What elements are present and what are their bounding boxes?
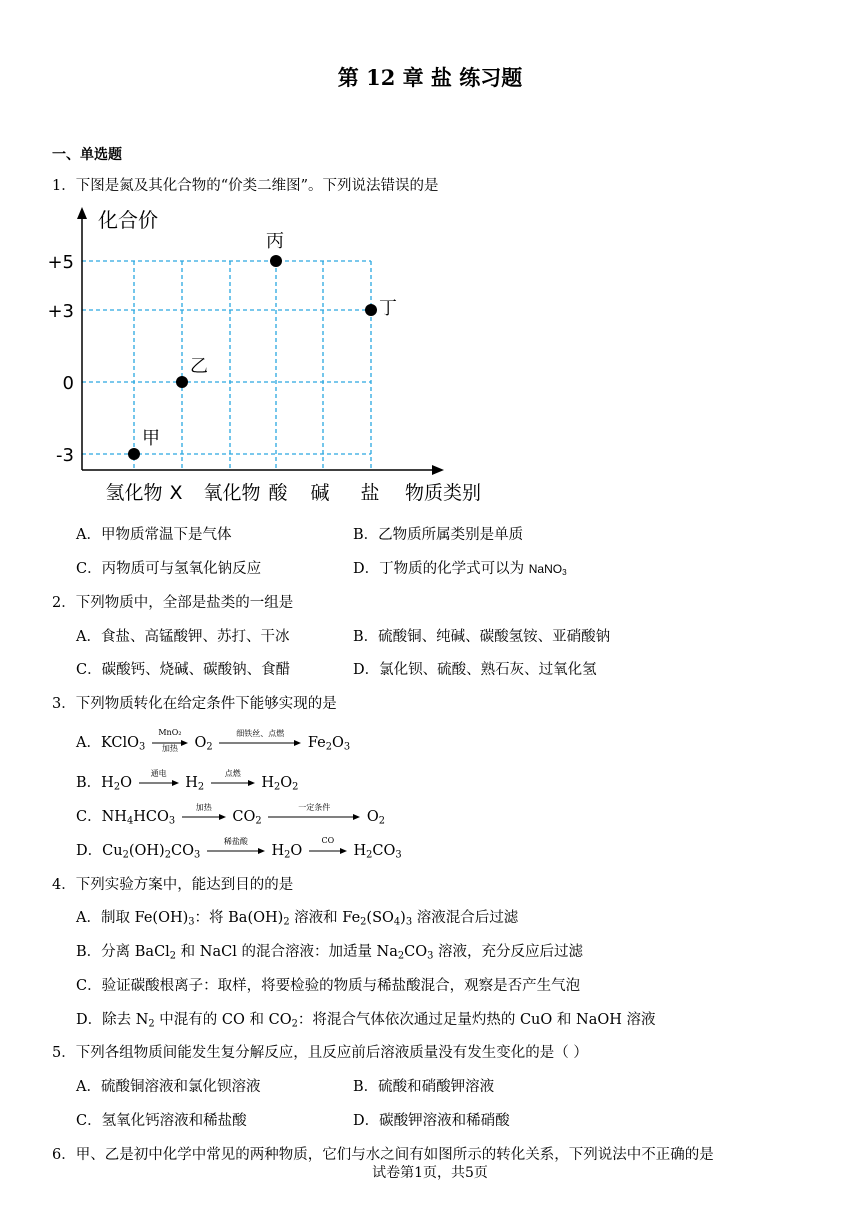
x-tick-label: 酸 [268, 482, 288, 504]
q5-option-b[interactable]: B．硫酸和硝酸钾溶液 [353, 1079, 495, 1095]
question-1-stem: 1．下图是氮及其化合物的“价类二维图”。下列说法错误的是 [52, 178, 439, 194]
q5-option-a[interactable]: A．硫酸铜溶液和氯化钡溶液 [76, 1079, 261, 1095]
chart-axes [77, 207, 444, 475]
reaction-arrow: 稀盐酸 [207, 847, 265, 855]
q2-option-d[interactable]: D．氯化钡、硫酸、熟石灰、过氧化氢 [353, 662, 597, 678]
point-label: 甲 [142, 428, 160, 449]
question-6-stem: 6．甲、乙是初中化学中常见的两种物质，它们与水之间有如图所示的转化关系，下列说法中不正确的是 [52, 1147, 714, 1163]
q4-option-b[interactable]: B．分离 BaCl$_2$ 和 NaCl 的混合溶液：加适量 $Na_2CO_3$ 溶液，充分反应后过滤 [76, 944, 584, 962]
x-tick-label: 氢化物 [105, 482, 163, 504]
q1-option-d-text: D．丁物质的化学式可以为 [353, 561, 529, 577]
q1-option-b[interactable]: B．乙物质所属类别是单质 [353, 527, 524, 543]
x-tick-label: 盐 [360, 482, 380, 504]
question-4-stem: 4．下列实验方案中，能达到目的的是 [52, 877, 294, 893]
q2-option-a[interactable]: A．食盐、高锰酸钾、苏打、干冰 [76, 629, 290, 645]
y-axis-arrow [77, 207, 87, 219]
q3-option-b[interactable]: B．$H_2O$ 通电 $H_2$ 点燃 $H_2O_2$ [76, 769, 299, 793]
question-5-stem: 5．下列各组物质间能发生复分解反应，且反应前后溶液质量没有发生变化的是（ ） [52, 1045, 588, 1061]
q3-option-c[interactable]: C．$NH_4HCO_3$ 加热 $CO_2$ 一定条件 $O_2$ [76, 803, 385, 827]
q2-option-b[interactable]: B．硫酸铜、纯碱、碳酸氢铵、亚硝酸钠 [353, 629, 611, 645]
x-tick-labels [105, 482, 379, 504]
q3-option-d[interactable]: D．$Cu_2(OH)_2CO_3$ 稀盐酸 $H_2O$ CO $H_2CO_3$ [76, 836, 402, 861]
x-axis-label: 物质类别 [405, 482, 482, 504]
chart-points [128, 231, 397, 460]
point-label: 丙 [266, 231, 284, 252]
y-tick-label: +5 [47, 252, 74, 273]
chart-grid [82, 261, 371, 470]
q5-option-c[interactable]: C．氢氧化钙溶液和稀盐酸 [76, 1113, 247, 1129]
reaction-arrow: 通电 [139, 779, 179, 787]
point-label: 乙 [190, 356, 208, 377]
valence-class-chart [47, 203, 492, 508]
x-tick-label: X [169, 482, 183, 504]
y-tick-label: 0 [62, 373, 74, 394]
data-point [365, 304, 377, 316]
question-3-stem: 3．下列物质转化在给定条件下能够实现的是 [52, 696, 337, 712]
q2-option-c[interactable]: C．碳酸钙、烧碱、碳酸钠、食醋 [76, 662, 291, 678]
q1-option-d[interactable] [353, 557, 567, 578]
q4-option-a[interactable]: A．制取 $Fe(OH)_3$：将 $Ba(OH)_2$ 溶液和 $Fe_2(SO_4)_3$ 溶液混合后过滤 [76, 910, 519, 928]
question-2-stem: 2．下列物质中，全部是盐类的一组是 [52, 595, 294, 611]
q4-option-c[interactable]: C．验证碳酸根离子：取样，将要检验的物质与稀盐酸混合，观察是否产生气泡 [76, 978, 581, 994]
reaction-arrow: CO [309, 847, 347, 855]
data-point [128, 448, 140, 460]
point-label: 丁 [379, 298, 397, 319]
q3-option-a[interactable]: A．KClO$_3$ MnO₂ 加热 $O_2$ 细铁丝、点燃 $Fe_2O_3$ [76, 728, 351, 753]
q5-option-d[interactable]: D．碳酸钾溶液和稀硝酸 [353, 1113, 510, 1129]
reaction-arrow: MnO₂ 加热 [152, 739, 188, 747]
q1-option-d-formula: NaNO$_3$ [528, 562, 567, 578]
x-tick-label: 氧化物 [203, 482, 261, 504]
q4-option-d[interactable]: D．除去 $N_2$ 中混有的 CO 和 $CO_2$：将混合气体依次通过足量灼热的 CuO 和 NaOH 溶液 [76, 1012, 656, 1030]
y-tick-label: +3 [47, 301, 74, 322]
reaction-arrow: 一定条件 [268, 813, 360, 821]
page-title: 第 12 章 盐 练习题 [337, 65, 523, 90]
y-tick-labels [47, 252, 74, 466]
reaction-arrow: 点燃 [211, 779, 255, 787]
x-tick-label: 碱 [310, 482, 330, 504]
data-point [176, 376, 188, 388]
x-axis-arrow [432, 465, 444, 475]
reaction-arrow: 细铁丝、点燃 [219, 739, 301, 747]
reaction-arrow: 加热 [182, 813, 226, 821]
q1-option-c[interactable]: C．丙物质可与氢氧化钠反应 [76, 561, 262, 577]
section-heading: 一、单选题 [52, 147, 122, 163]
y-axis-label: 化合价 [98, 208, 158, 232]
page-footer: 试卷第1页，共5页 [372, 1165, 488, 1181]
y-tick-label: -3 [56, 445, 74, 466]
data-point [270, 255, 282, 267]
q1-option-a[interactable]: A．甲物质常温下是气体 [76, 527, 232, 543]
